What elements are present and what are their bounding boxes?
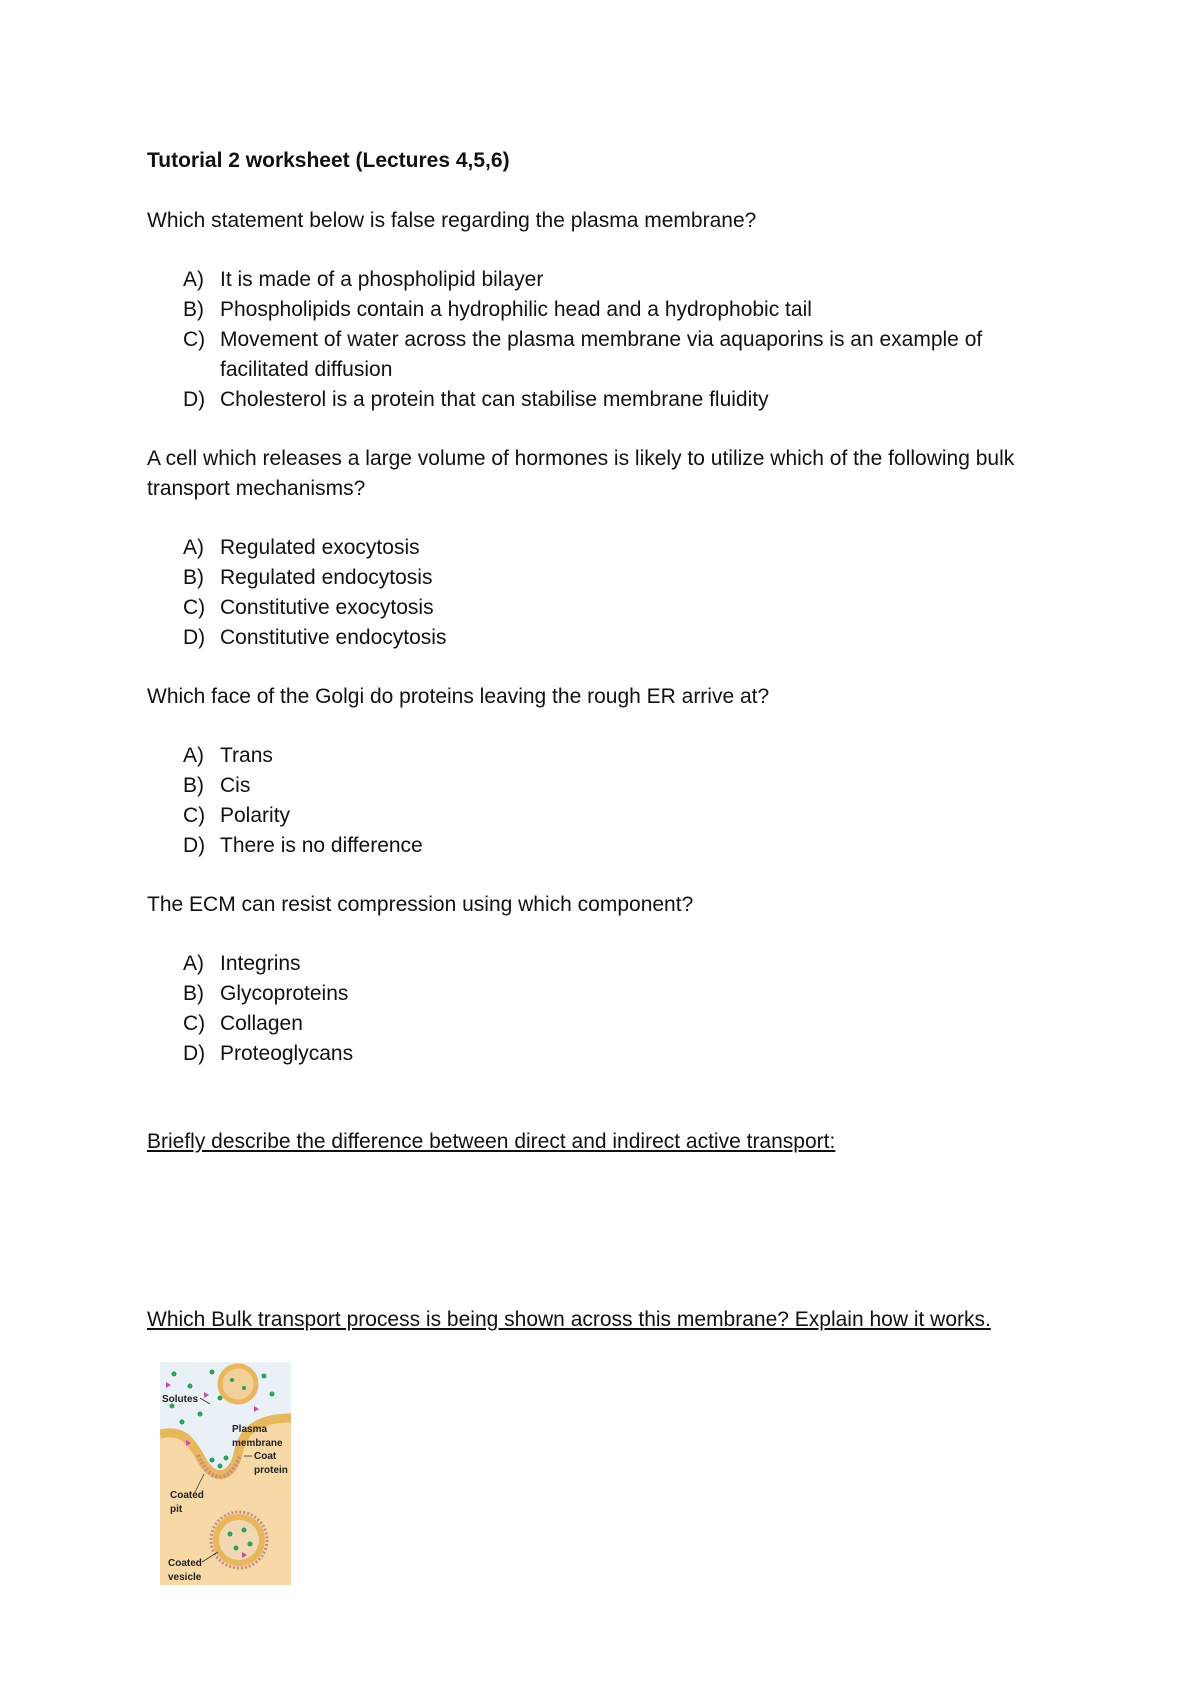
option-item[interactable]	[183, 385, 1053, 415]
option-letter: D)	[183, 388, 206, 411]
option-text: Trans	[220, 744, 273, 767]
plasma-label-1: Plasma	[232, 1424, 268, 1435]
endocytosis-figure	[160, 1362, 291, 1585]
option-text: There is no difference	[220, 834, 423, 857]
option-letter: C)	[183, 596, 206, 619]
option-item[interactable]	[183, 623, 1053, 653]
option-letter: C)	[183, 328, 206, 351]
option-item[interactable]	[183, 1039, 1053, 1069]
option-letter: B)	[183, 982, 204, 1005]
option-text: It is made of a phospholipid bilayer	[220, 268, 544, 291]
option-item[interactable]	[183, 771, 1053, 801]
option-text: Movement of water across the plasma membrane via aquaporins is an example of facilitated diffusion	[220, 328, 983, 381]
option-letter: A)	[183, 536, 204, 559]
coated-vesicle-label-2: vesicle	[168, 1572, 202, 1583]
option-text: Regulated endocytosis	[220, 566, 433, 589]
option-item[interactable]	[183, 801, 1053, 831]
endocytosis-diagram	[160, 1362, 291, 1585]
option-text: Cholesterol is a protein that can stabilise membrane fluidity	[220, 388, 769, 411]
coated-vesicle-label-1: Coated	[168, 1558, 202, 1569]
question-2-options	[183, 533, 1053, 653]
option-item[interactable]	[183, 979, 1053, 1009]
option-letter: A)	[183, 744, 204, 767]
option-item[interactable]	[183, 295, 1053, 325]
option-text: Phospholipids contain a hydrophilic head and a hydrophobic tail	[220, 298, 812, 321]
question-1-options	[183, 265, 1053, 415]
option-item[interactable]	[183, 265, 1053, 295]
worksheet-title: Tutorial 2 worksheet (Lectures 4,5,6)	[147, 149, 510, 172]
option-text: Integrins	[220, 952, 301, 975]
option-letter: A)	[183, 952, 204, 975]
upper-vesicle	[220, 1366, 256, 1402]
coat-label-1: Coat	[254, 1451, 277, 1462]
question-3-options	[183, 741, 1053, 861]
option-text: Constitutive exocytosis	[220, 596, 434, 619]
option-item[interactable]	[183, 533, 1053, 563]
option-text: Regulated exocytosis	[220, 536, 420, 559]
option-item[interactable]	[183, 831, 1053, 861]
option-item[interactable]	[183, 949, 1053, 979]
prompt-bulk-transport: Which Bulk transport process is being shown across this membrane? Explain how it works.	[147, 1308, 991, 1331]
option-text: Cis	[220, 774, 251, 797]
option-item[interactable]	[183, 741, 1053, 771]
option-item[interactable]	[183, 593, 1053, 623]
option-text: Constitutive endocytosis	[220, 626, 447, 649]
coated-pit-label-1: Coated	[170, 1490, 204, 1501]
option-letter: D)	[183, 834, 206, 857]
option-letter: C)	[183, 1012, 206, 1035]
option-text: Glycoproteins	[220, 982, 349, 1005]
option-letter: C)	[183, 804, 206, 827]
option-item[interactable]	[183, 1009, 1053, 1039]
question-4: The ECM can resist compression using which component?	[147, 893, 694, 916]
option-text: Collagen	[220, 1012, 303, 1035]
option-letter: A)	[183, 268, 204, 291]
option-letter: B)	[183, 774, 204, 797]
option-text: Proteoglycans	[220, 1042, 354, 1065]
option-letter: B)	[183, 298, 204, 321]
option-item[interactable]	[183, 563, 1053, 593]
option-text: Polarity	[220, 804, 291, 827]
solutes-label: Solutes	[162, 1394, 199, 1405]
plasma-label-2: membrane	[232, 1438, 283, 1449]
coated-pit-label-2: pit	[170, 1504, 183, 1515]
question-2: A cell which releases a large volume of hormones is likely to utilize which of the following bulk transport mechanisms?	[147, 447, 1015, 500]
question-1: Which statement below is false regarding the plasma membrane?	[147, 209, 757, 232]
option-item[interactable]	[183, 325, 1053, 385]
question-3: Which face of the Golgi do proteins leaving the rough ER arrive at?	[147, 685, 770, 708]
coated-vesicle	[216, 1517, 262, 1563]
question-4-options	[183, 949, 1053, 1069]
option-letter: D)	[183, 1042, 206, 1065]
prompt-active-transport: Briefly describe the difference between direct and indirect active transport:	[147, 1130, 836, 1153]
coat-label-2: protein	[254, 1465, 288, 1476]
option-letter: D)	[183, 626, 206, 649]
option-letter: B)	[183, 566, 204, 589]
